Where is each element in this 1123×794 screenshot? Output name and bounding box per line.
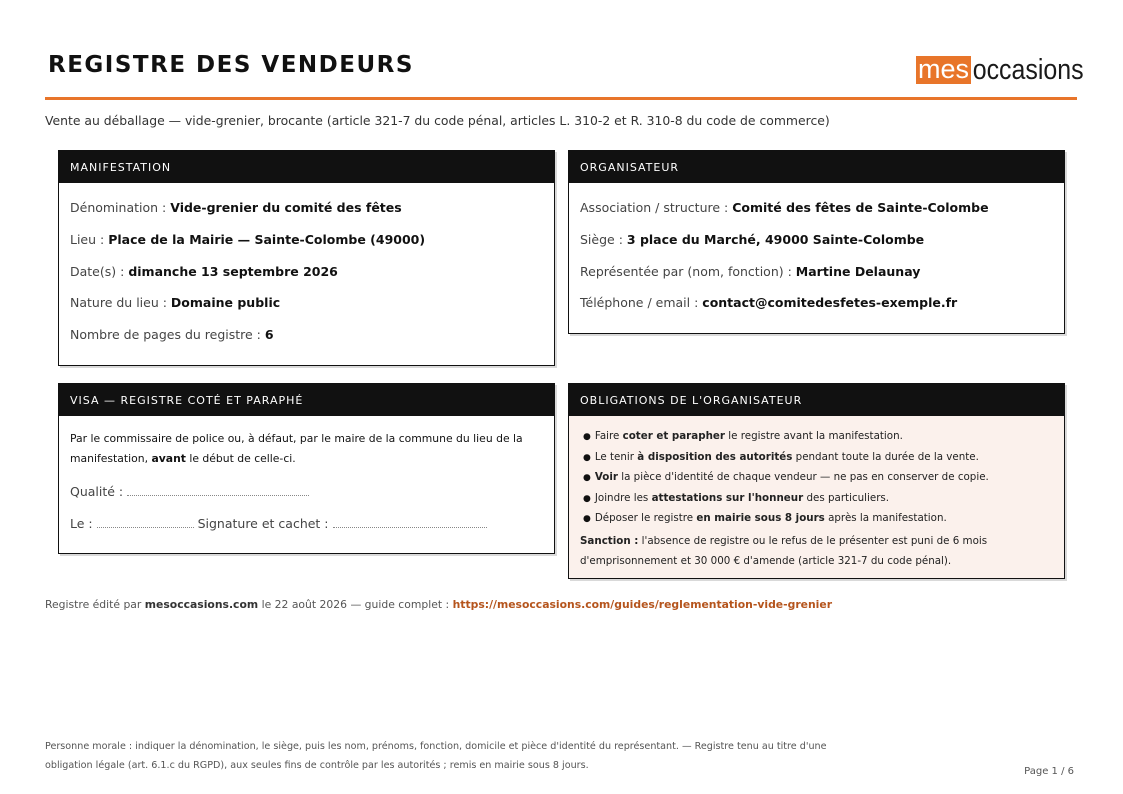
field-contact	[569, 295, 957, 310]
qualite-label: Qualité :	[70, 484, 128, 499]
brand-logo[interactable]	[916, 54, 1084, 86]
sanction-text: l'absence de registre ou le refus de le présenter est puni de 6 mois d'emprisonnement et 30 000 € d'amende (article 321-7 du code pénal).	[580, 535, 988, 567]
field-representant	[569, 264, 920, 279]
field-label: Représentée par (nom, fonction) :	[580, 264, 796, 279]
field-label: Nombre de pages du registre :	[70, 327, 265, 342]
visa-heading: VISA — REGISTRE COTÉ ET PARAPHÉ	[59, 384, 554, 416]
field-siege	[569, 232, 924, 247]
signature-input-line[interactable]	[333, 515, 487, 528]
field-value: Place de la Mairie — Sainte-Colombe (49000)	[108, 232, 426, 247]
page-title: REGISTRE DES VENDEURS	[48, 52, 414, 78]
organisateur-heading: ORGANISATEUR	[569, 151, 1064, 183]
logo-occasions: occasions	[972, 54, 1084, 86]
field-value: Vide-grenier du comité des fêtes	[170, 200, 402, 215]
item-bold: coter et parapher	[622, 430, 725, 442]
item-text: Le tenir	[594, 450, 638, 463]
field-value: Domaine public	[170, 295, 281, 310]
qualite-line	[59, 483, 309, 499]
sanction-note	[580, 532, 1050, 571]
item-text: le registre avant la manifestation.	[724, 430, 903, 442]
date-input-line[interactable]	[97, 515, 194, 528]
logo-mes: mes	[918, 54, 970, 84]
field-label: Lieu :	[70, 232, 109, 247]
edition-credit	[45, 598, 832, 611]
field-association	[569, 200, 989, 215]
visa-text-part: Par le commissaire de police ou, à défaut, par le maire de la commune du lieu de la manifestation,	[70, 432, 523, 465]
bullet-icon: ●	[583, 514, 591, 525]
item-bold: Voir	[594, 471, 618, 484]
item-text: après la manifestation.	[824, 512, 947, 525]
list-item	[583, 488, 989, 509]
date-signature-line	[59, 515, 487, 531]
visa-text-part: le début de celle-ci.	[185, 452, 296, 465]
date-label: Le :	[70, 516, 97, 531]
credit-text: le 22 août 2026 — guide complet :	[258, 598, 453, 611]
qualite-input-line[interactable]	[127, 483, 309, 496]
site-name: mesoccasions.com	[144, 598, 259, 611]
field-dates	[59, 264, 338, 279]
item-text: Faire	[594, 430, 623, 442]
page-number: Page 1 / 6	[1024, 766, 1074, 777]
manifestation-heading: MANIFESTATION	[59, 151, 554, 183]
item-bold: à disposition des autorités	[637, 450, 793, 463]
item-bold: en mairie sous 8 jours	[696, 512, 825, 525]
guide-link[interactable]: https://mesoccasions.com/guides/reglementation-vide-grenier	[452, 598, 833, 611]
header-divider	[45, 97, 1077, 100]
field-value: 6	[264, 327, 274, 342]
list-item	[583, 508, 989, 529]
field-label: Nature du lieu :	[70, 295, 171, 310]
field-nature-lieu	[59, 295, 280, 310]
field-value: Comité des fêtes de Sainte-Colombe	[732, 200, 989, 215]
field-value: Martine Delaunay	[795, 264, 921, 279]
field-label: Siège :	[580, 232, 627, 247]
item-text: Joindre les	[594, 491, 652, 504]
sanction-label: Sanction :	[580, 535, 639, 547]
legal-subtitle: Vente au déballage — vide-grenier, brocante (article 321-7 du code pénal, articles L. 310-2 et R. 310-8 du code de commerce)	[45, 113, 830, 128]
field-label: Dénomination :	[70, 200, 171, 215]
legal-footnote: Personne morale : indiquer la dénomination, le siège, puis les nom, prénoms, fonction, domicile et pièce d'identité du représentant. — Registre tenu au titre d'une obligation légale (art. 6.1.c du RGPD), aux seules fins de contrôle par les autorités ; remis en mairie sous 8 jours.	[45, 741, 827, 771]
visa-text-bold: avant	[151, 452, 186, 465]
field-lieu	[59, 232, 425, 247]
bullet-icon: ●	[583, 493, 591, 504]
item-text: des particuliers.	[803, 491, 890, 504]
list-item	[583, 447, 989, 468]
field-label: Téléphone / email :	[580, 295, 703, 310]
visa-instructions	[70, 429, 540, 469]
credit-text: Registre édité par	[45, 598, 145, 611]
bullet-icon: ●	[583, 452, 591, 463]
field-value: contact@comitedesfetes-exemple.fr	[702, 295, 958, 310]
bullet-icon: ●	[583, 473, 591, 484]
manifestation-panel	[58, 150, 555, 366]
field-nombre-pages	[59, 327, 274, 342]
organisateur-panel	[568, 150, 1065, 334]
field-value: 3 place du Marché, 49000 Sainte-Colombe	[626, 232, 925, 247]
obligations-panel	[568, 383, 1065, 579]
list-item	[583, 467, 989, 488]
item-text: Déposer le registre	[594, 512, 697, 525]
visa-panel	[58, 383, 555, 554]
obligations-list	[583, 426, 989, 529]
item-text: pendant toute la durée de la vente.	[792, 450, 979, 463]
field-label: Date(s) :	[70, 264, 129, 279]
item-text: la pièce d'identité de chaque vendeur — ne pas en conserver de copie.	[617, 471, 989, 484]
list-item	[583, 426, 989, 447]
field-label: Association / structure :	[580, 200, 733, 215]
obligations-heading: OBLIGATIONS DE L'ORGANISATEUR	[569, 384, 1064, 416]
signature-label: Signature et cachet :	[193, 516, 333, 531]
item-bold: attestations sur l'honneur	[651, 491, 804, 504]
bullet-icon: ●	[583, 432, 591, 442]
field-value: dimanche 13 septembre 2026	[128, 264, 338, 279]
field-denomination	[59, 200, 402, 215]
